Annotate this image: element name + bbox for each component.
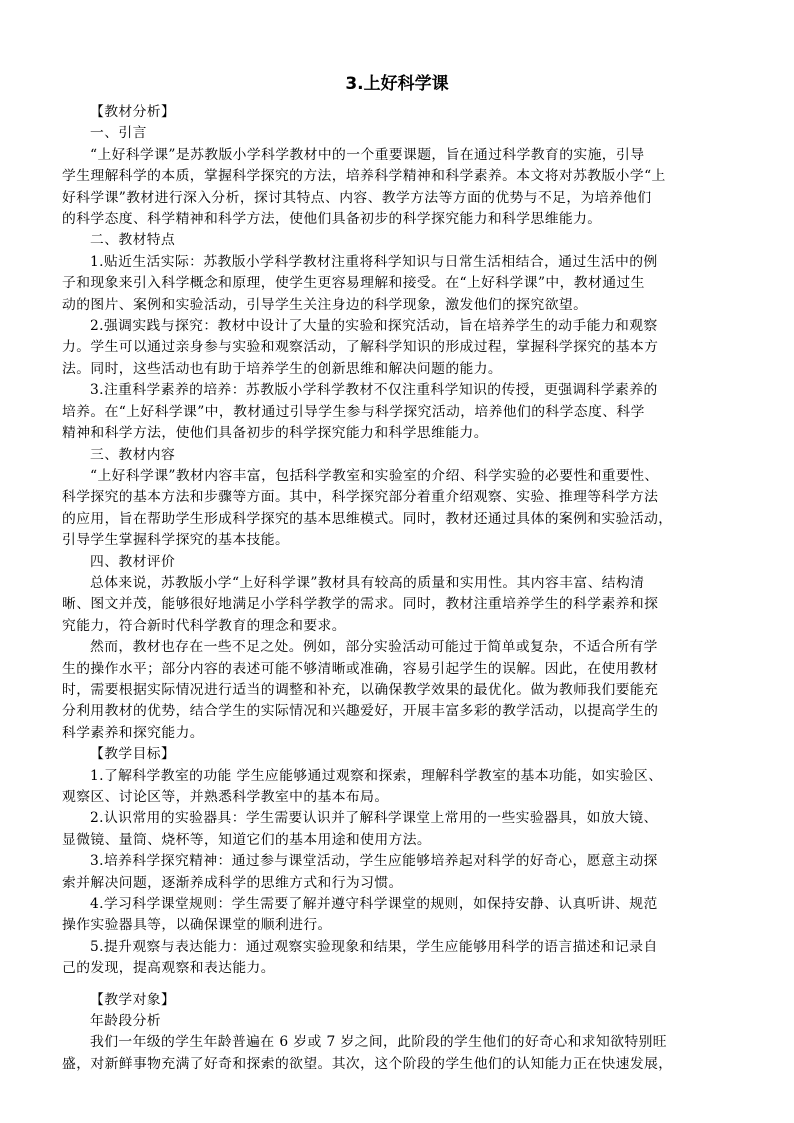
section-heading: 三、教材内容	[90, 446, 176, 463]
body-line: 总体来说，苏教版小学“上好科学课”教材具有较高的质量和实用性。其内容丰富、结构清	[90, 574, 645, 591]
body-line: 1.了解科学教室的功能 学生应能够通过观察和探索，理解科学教室的基本功能，如实验区、	[90, 767, 663, 784]
body-line: 晰、图文并茂，能够很好地满足小学科学教学的需求。同时，教材注重培养学生的科学素养和探	[62, 596, 659, 613]
body-line: 然而，教材也存在一些不足之处。例如，部分实验活动可能过于简单或复杂，不适合所有学	[90, 639, 658, 656]
body-line: 2.认识常用的实验器具：学生需要认识并了解科学课堂上常用的一些实验器具，如放大镜、	[90, 810, 658, 827]
body-line: 己的发现，提高观察和表达能力。	[62, 960, 275, 977]
body-line: 4.学习科学课堂规则：学生需要了解并遵守科学课堂的规则，如保持安静、认真听讲、规范	[90, 896, 658, 913]
body-line: 力。学生可以通过亲身参与实验和观察活动，了解科学知识的形成过程，掌握科学探究的基本方	[62, 339, 659, 356]
section-heading: 【教材分析】	[90, 104, 176, 120]
body-line: 动的图片、案例和实验活动，引导学生关注身边的科学现象，激发他们的探究欲望。	[62, 296, 588, 313]
body-line: 的科学态度、科学精神和科学方法，使他们具备初步的科学探究能力和科学思维能力。	[62, 211, 602, 228]
section-heading: 二、教材特点	[90, 232, 176, 249]
section-heading: 【教学对象】	[90, 991, 176, 1008]
body-line: 的应用，旨在帮助学生形成科学探究的基本思维模式。同时，教材还通过具体的案例和实验活动，	[62, 510, 673, 527]
body-line: 引导学生掌握科学探究的基本技能。	[62, 532, 290, 549]
page-title: 3.上好科学课	[345, 74, 449, 94]
body-line: 法。同时，这些活动也有助于培养学生的创新思维和解决问题的能力。	[62, 360, 503, 377]
body-line: 3.注重科学素养的培养：苏教版小学科学教材不仅注重科学知识的传授，更强调科学素养的	[90, 382, 658, 399]
body-line: “上好科学课”教材内容丰富，包括科学教室和实验室的介绍、科学实验的必要性和重要性、	[90, 467, 659, 484]
body-line: 究能力，符合新时代科学教育的理念和要求。	[62, 617, 346, 634]
body-line: 5.提升观察与表达能力：通过观察实验现象和结果，学生应能够用科学的语言描述和记录自	[90, 938, 658, 955]
body-line: 显微镜、量筒、烧杯等，知道它们的基本用途和使用方法。	[62, 831, 432, 848]
body-line: “上好科学课”是苏教版小学科学教材中的一个重要课题，旨在通过科学教育的实施，引导	[90, 146, 645, 163]
document-body	[62, 102, 738, 1075]
body-line: 观察区、讨论区等，并熟悉科学教室中的基本布局。	[62, 789, 389, 805]
body-line: 科学探究的基本方法和步骤等方面。其中，科学探究部分着重介绍观察、实验、推理等科学方法	[62, 489, 659, 506]
body-line: 培养。在“上好科学课”中，教材通过引导学生参与科学探究活动，培养他们的科学态度、科学	[62, 403, 645, 420]
body-line: 1.贴近生活实际：苏教版小学科学教材注重将科学知识与日常生活相结合，通过生活中的例	[90, 253, 658, 270]
section-heading: 年龄段分析	[90, 1013, 161, 1030]
body-line: 时，需要根据实际情况进行适当的调整和补充，以确保教学效果的最优化。做为教师我们要能充	[62, 681, 659, 698]
body-line: 精神和科学方法，使他们具备初步的科学探究能力和科学思维能力。	[62, 425, 488, 442]
body-line: 2.强调实践与探究：教材中设计了大量的实验和探究活动，旨在培养学生的动手能力和观察	[90, 318, 658, 335]
body-line: 好科学课”教材进行深入分析，探讨其特点、内容、教学方法等方面的优势与不足，为培养他们	[62, 189, 652, 206]
body-line: 分利用教材的优势，结合学生的实际情况和兴趣爱好，开展丰富多彩的教学活动，以提高学生的	[62, 703, 659, 720]
section-heading: 一、引言	[90, 125, 147, 142]
body-line: 我们一年级的学生年龄普遍在 6 岁或 7 岁之间，此阶段的学生他们的好奇心和求知欲特别旺	[90, 1034, 667, 1051]
section-heading: 四、教材评价	[90, 553, 176, 570]
body-line: 3.培养科学探究精神：通过参与课堂活动，学生应能够培养起对科学的好奇心，愿意主动探	[90, 853, 658, 870]
body-line: 科学素养和探究能力。	[62, 724, 204, 741]
body-line: 子和现象来引入科学概念和原理，使学生更容易理解和接受。在“上好科学课”中，教材通过生	[62, 275, 645, 292]
section-heading: 【教学目标】	[90, 746, 176, 763]
body-line: 学生理解科学的本质，掌握科学探究的方法，培养科学精神和科学素养。本文将对苏教版小学“上	[62, 168, 666, 185]
blank-line	[62, 980, 738, 990]
body-line: 操作实验器具等，以确保课堂的顺利进行。	[62, 917, 332, 934]
body-line: 盛，对新鲜事物充满了好奇和探索的欲望。其次，这个阶段的学生他们的认知能力正在快速发展，	[62, 1055, 673, 1072]
body-line: 索并解决问题，逐渐养成科学的思维方式和行为习惯。	[62, 874, 403, 891]
body-line: 生的操作水平；部分内容的表述可能不够清晰或准确，容易引起学生的误解。因此，在使用教材	[62, 660, 659, 677]
